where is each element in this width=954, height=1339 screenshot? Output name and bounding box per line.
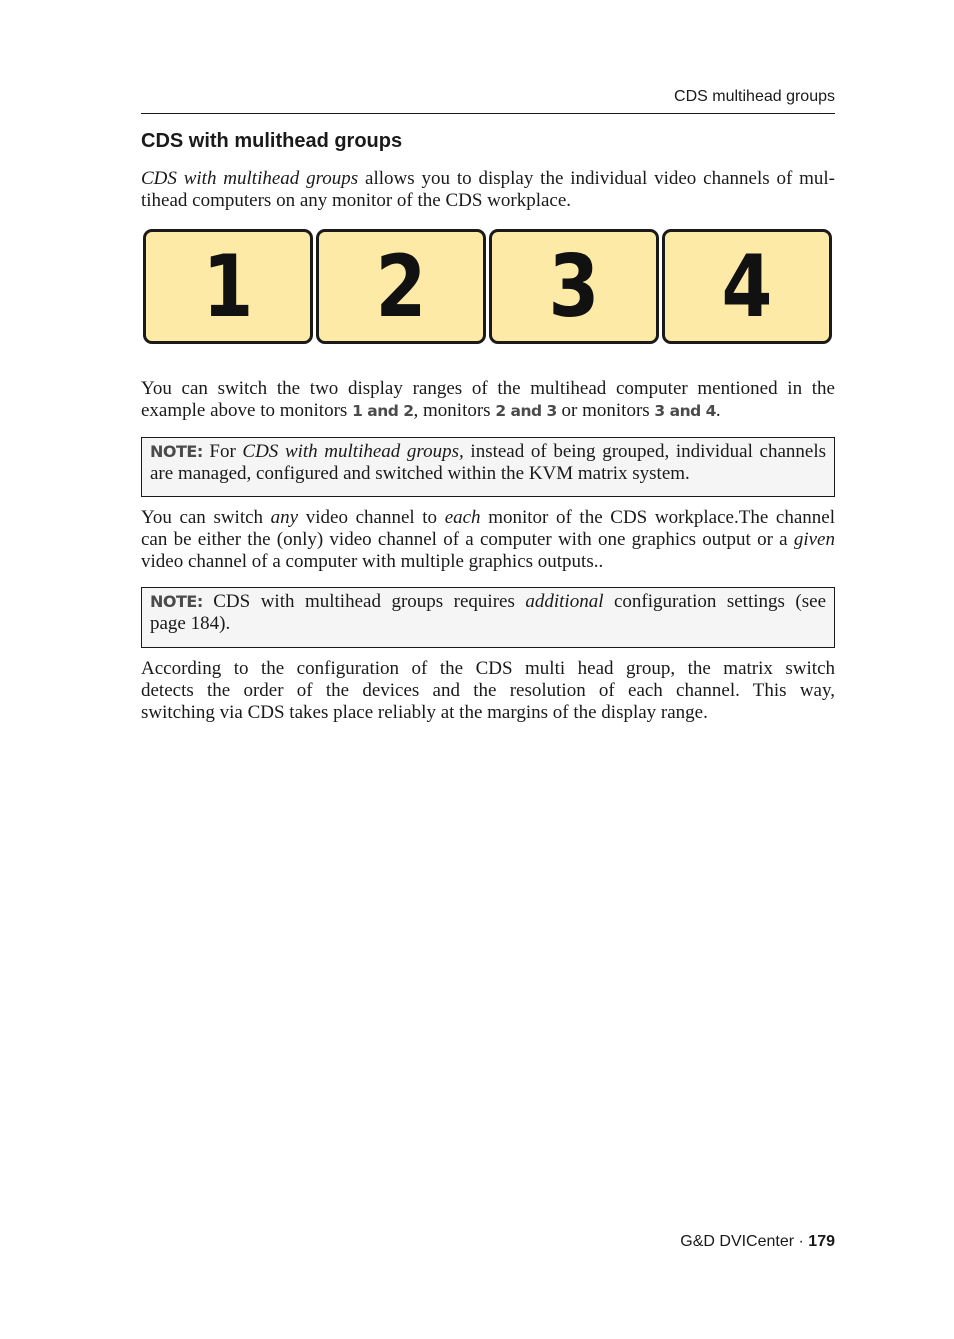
any-text: can be either the (only) video channel of a computer with one graphics output or a: [141, 529, 794, 550]
intro-term: CDS with multihead groups: [141, 168, 359, 189]
monitor-number: 4: [721, 236, 773, 337]
running-header: [141, 88, 835, 114]
monitor-number: 3: [548, 236, 600, 337]
config-line-3: switching via CDS takes place reliably at the margins of the display range.: [141, 702, 708, 723]
any-line-2: [141, 529, 835, 551]
emph-additional: additional: [525, 591, 604, 612]
monitor-number: 1: [202, 236, 254, 337]
intro-line-1-text: allows you to display the individual video channels of mul-: [358, 168, 835, 189]
note-label: NOTE:: [150, 592, 203, 611]
running-title: CDS multihead groups: [674, 88, 835, 105]
monitor-diagram: [143, 229, 837, 349]
page-footer: [141, 1233, 835, 1251]
any-text: video channel to: [298, 507, 445, 528]
config-line-2: detects the order of the devices and the resolution of each channel. This way,: [141, 680, 835, 701]
any-line-1: [141, 507, 835, 529]
footer-product: G&D DVICenter ·: [680, 1233, 809, 1250]
switch-line-2: [141, 400, 835, 422]
intro-paragraph: [141, 168, 835, 212]
intro-line-1: [141, 168, 835, 190]
monitor-1: [143, 229, 313, 344]
note-text: CDS with multihead groups requires: [202, 591, 526, 612]
note-1-line-1: [150, 441, 826, 463]
section-title: CDS with mulithead groups: [141, 130, 403, 152]
switch-text: or monitors: [556, 400, 655, 421]
config-paragraph: [141, 658, 835, 724]
monitor-3: [489, 229, 659, 344]
note-2-line-1: [150, 591, 826, 613]
any-line-3: video channel of a computer with multiple graphics outputs..: [141, 551, 604, 572]
keyword-monitors-3-4: 3 and 4: [654, 402, 716, 420]
any-text: monitor of the CDS workplace.The channel: [480, 507, 835, 528]
switch-text: , monitors: [413, 400, 496, 421]
monitor-number: 2: [375, 236, 427, 337]
any-channel-paragraph: [141, 507, 835, 573]
note-term: CDS with multihead groups,: [242, 441, 464, 462]
intro-line-2: tihead computers on any monitor of the CDS workplace.: [141, 190, 572, 211]
page-number: 179: [808, 1233, 835, 1250]
switch-line-1: You can switch the two display ranges of the multihead computer mentioned in the: [141, 378, 835, 399]
monitor-2: [316, 229, 486, 344]
switch-text: example above to monitors: [141, 400, 353, 421]
monitor-4: [662, 229, 832, 344]
emph-each: each: [444, 507, 481, 528]
note-2-line-2: page 184).: [150, 613, 231, 634]
note-box-1: [141, 437, 835, 497]
emph-any: any: [270, 507, 299, 528]
emph-given: given: [793, 529, 835, 550]
note-box-2: [141, 587, 835, 648]
switch-paragraph: [141, 378, 835, 422]
keyword-monitors-2-3: 2 and 3: [495, 402, 557, 420]
keyword-monitors-1-2: 1 and 2: [352, 402, 414, 420]
note-1-line-2: are managed, configured and switched within the KVM matrix system.: [150, 463, 690, 484]
note-text: configuration settings (see: [603, 591, 826, 612]
any-text: You can switch: [141, 507, 271, 528]
note-text: instead of being grouped, individual channels: [463, 441, 826, 462]
config-line-1: According to the configuration of the CDS multi head group, the matrix switch: [141, 658, 835, 679]
note-text: For: [202, 441, 243, 462]
switch-text: .: [715, 400, 721, 421]
note-label: NOTE:: [150, 442, 203, 461]
